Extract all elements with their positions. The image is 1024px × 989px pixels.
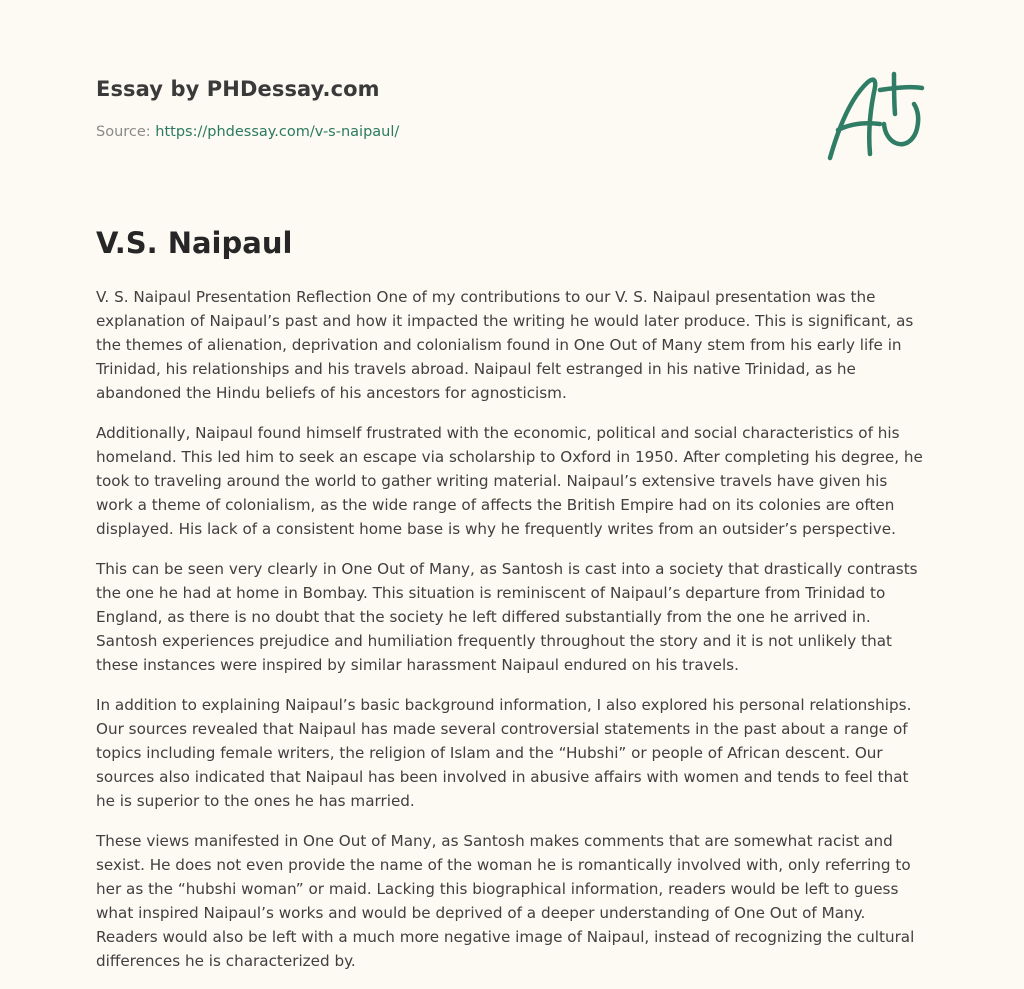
essay-title: V.S. Naipaul <box>96 226 293 260</box>
essay-paragraph: Additionally, Naipaul found himself frustrated with the economic, political and social characteristics of his homeland. This led him to seek an escape via scholarship to Oxford in 1950. After completing his degree, he took to traveling around the world to gather writing material. Naipaul’s extensive travels have given his work a theme of colonialism, as the wide range of affects the British Empire had on its colonies are often displayed. His lack of a consistent home base is why he frequently writes from an outsider’s perspective. <box>96 424 923 538</box>
site-brand: Essay by PHDessay.com <box>96 77 380 101</box>
essay-paragraph: In addition to explaining Naipaul’s basic background information, I also explored his personal relationships. Our sources revealed that Naipaul has made several controversial statements in the past about a range of topics including female writers, the religion of Islam and the “Hubshi” or people of African descent. Our sources also indicated that Naipaul has been involved in abusive affairs with women and tends to feel that he is superior to the ones he has married. <box>96 696 912 810</box>
essay-paragraph: These views manifested in One Out of Many, as Santosh makes comments that are somewhat racist and sexist. He does not even provide the name of the woman he is romantically involved with, only referring to her as the “hubshi woman” or maid. Lacking this biographical information, readers would be left to guess what inspired Naipaul’s works and would be deprived of a deeper understanding of One Out of Many. Readers would also be left with a much more negative image of Naipaul, instead of recognizing the cultural differences he is characterized by. <box>96 832 915 970</box>
source-link[interactable]: https://phdessay.com/v-s-naipaul/ <box>155 124 400 140</box>
essay-paragraph: This can be seen very clearly in One Out of Many, as Santosh is cast into a society that drastically contrasts the one he had at home in Bombay. This situation is reminiscent of Naipaul’s departure from Trinidad to England, as there is no doubt that the society he left differed substantially from the one he arrived in. Santosh experiences prejudice and humiliation frequently throughout the story and it is not unlikely that these instances were inspired by similar harassment Naipaul endured on his travels. <box>96 560 918 674</box>
source-label: Source: <box>96 124 151 140</box>
essay-body <box>96 285 928 989</box>
essay-paragraph: V. S. Naipaul Presentation Reflection One of my contributions to our V. S. Naipaul presentation was the explanation of Naipaul’s past and how it impacted the writing he would later produce. This is significant, as the themes of alienation, deprivation and colonialism found in One Out of Many stem from his early life in Trinidad, his relationships and his travels abroad. Naipaul felt estranged in his native Trinidad, as he abandoned the Hindu beliefs of his ancestors for agnosticism. <box>96 288 914 402</box>
source-line <box>96 124 399 140</box>
a-plus-logo-icon <box>824 68 928 164</box>
